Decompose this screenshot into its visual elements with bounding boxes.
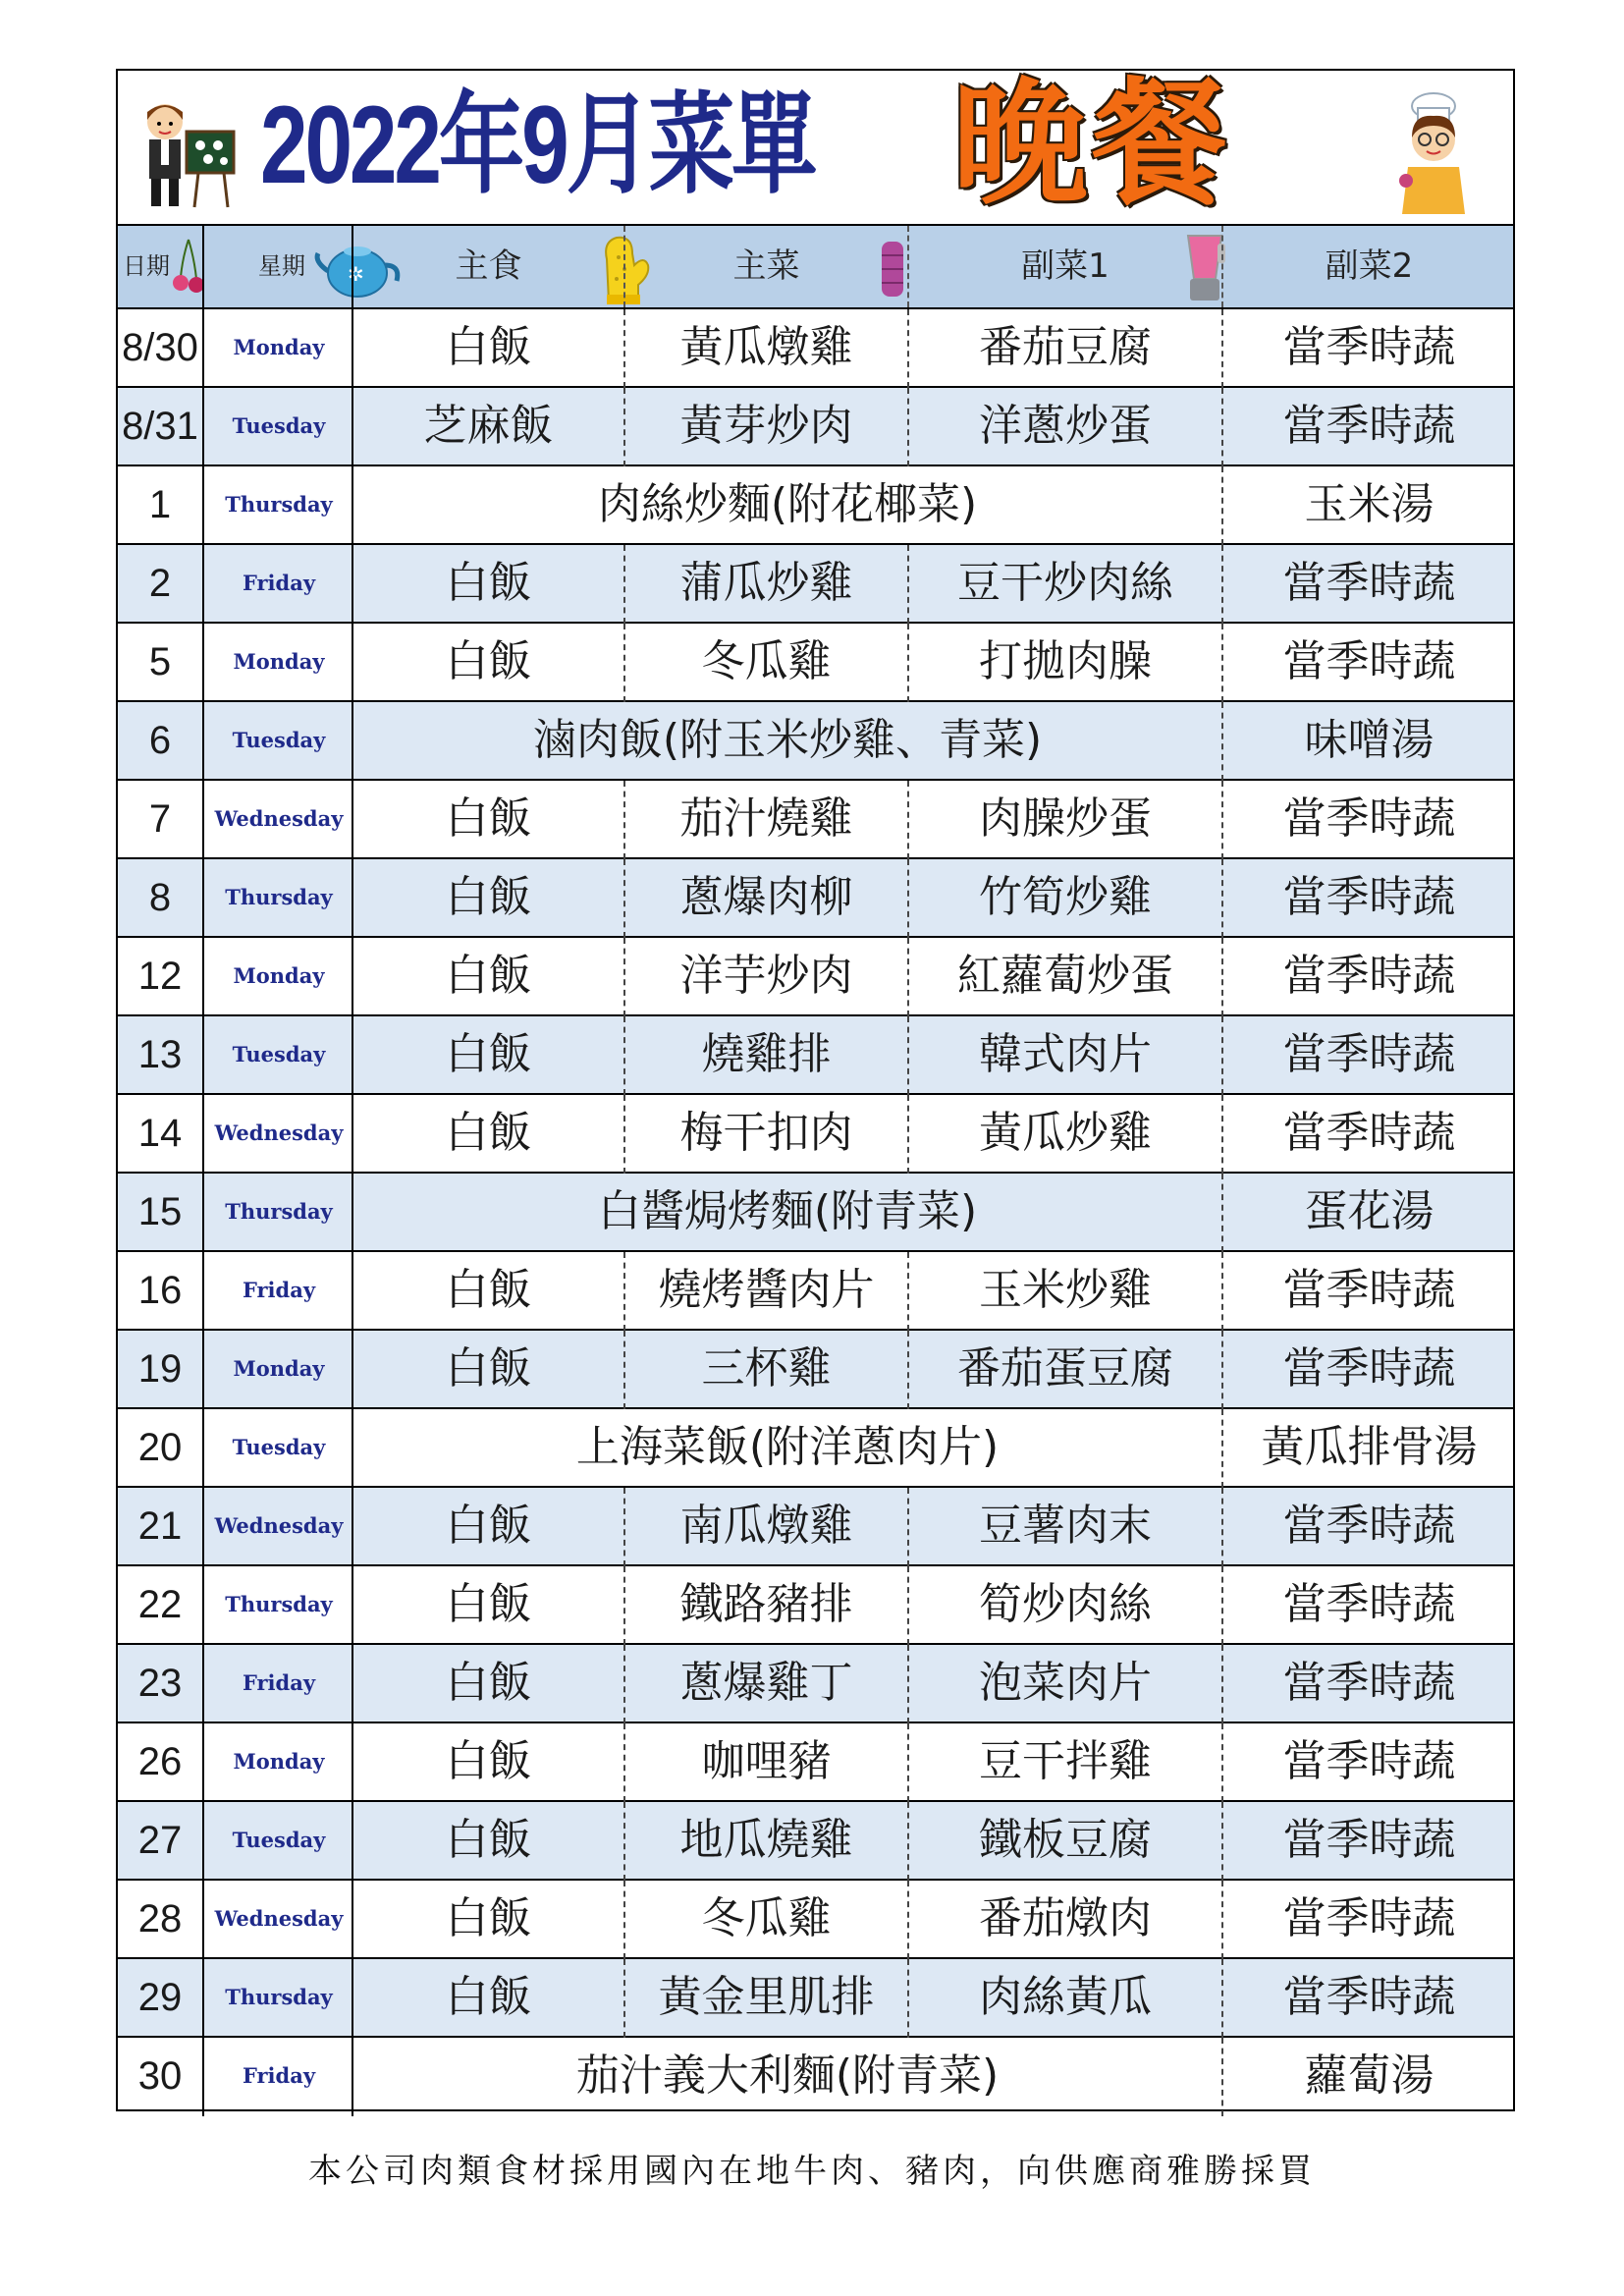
- row-day: Thursday: [225, 1199, 333, 1224]
- row-date: 20: [137, 1426, 183, 1469]
- table-row: [118, 1723, 1513, 1802]
- row-staple: 白飯: [445, 951, 532, 1001]
- table-row: [118, 702, 1513, 781]
- row-combo-meal: 上海菜飯(附洋蔥肉片): [575, 1422, 1000, 1472]
- row-side1: 豆干炒肉絲: [957, 558, 1173, 608]
- row-side2: 味噌湯: [1304, 715, 1435, 765]
- table-row: [118, 1645, 1513, 1723]
- row-date: 8: [148, 876, 172, 919]
- menu-frame: [116, 65, 1515, 2111]
- row-day: Friday: [242, 571, 316, 595]
- row-day: Thursday: [225, 1592, 333, 1616]
- row-staple: 白飯: [445, 1893, 532, 1943]
- row-day: Monday: [233, 1356, 325, 1381]
- row-staple: 白飯: [445, 1108, 532, 1158]
- footer-note: 本公司肉類食材採用國內在地牛肉、豬肉，向供應商雅勝採買: [308, 2152, 1316, 2191]
- row-staple: 白飯: [445, 793, 532, 844]
- row-side2: 當季時蔬: [1282, 1343, 1456, 1394]
- row-date: 21: [137, 1504, 183, 1548]
- row-day: Friday: [242, 2063, 316, 2088]
- row-main-dish: 黃瓜燉雞: [679, 322, 853, 372]
- row-side2: 玉米湯: [1304, 479, 1435, 529]
- row-side2: 當季時蔬: [1282, 1501, 1456, 1551]
- row-day: Tuesday: [232, 728, 326, 752]
- row-staple: 白飯: [445, 872, 532, 922]
- row-date: 16: [137, 1269, 183, 1312]
- row-main-dish: 咖哩豬: [701, 1736, 832, 1786]
- meal-title: 晚餐: [952, 65, 1232, 223]
- row-main-dish: 三杯雞: [701, 1343, 832, 1394]
- row-date: 23: [137, 1662, 183, 1705]
- row-side2: 當季時蔬: [1282, 1108, 1456, 1158]
- row-side2: 當季時蔬: [1282, 1736, 1456, 1786]
- row-side1: 番茄燉肉: [979, 1893, 1152, 1943]
- row-side1: 筍炒肉絲: [979, 1579, 1152, 1629]
- table-row: [118, 1881, 1513, 1959]
- table-row: [118, 388, 1513, 466]
- row-day: Friday: [242, 1278, 316, 1302]
- row-date: 5: [148, 640, 172, 683]
- row-side2: 當季時蔬: [1282, 951, 1456, 1001]
- row-day: Monday: [233, 335, 325, 359]
- row-side1: 豆干拌雞: [979, 1736, 1152, 1786]
- header-date: 日期: [123, 252, 170, 280]
- row-date: 30: [137, 2054, 183, 2098]
- row-staple: 白飯: [445, 1972, 532, 2022]
- row-main-dish: 洋芋炒肉: [679, 951, 853, 1001]
- page-title: 2022年9月菜單: [260, 83, 815, 206]
- table-row: [118, 1566, 1513, 1645]
- row-staple: 白飯: [445, 1658, 532, 1708]
- row-date: 26: [137, 1740, 183, 1783]
- row-side1: 肉臊炒蛋: [979, 793, 1152, 844]
- row-staple: 白飯: [445, 1736, 532, 1786]
- row-day: Thursday: [225, 1985, 333, 2009]
- row-staple: 白飯: [445, 1343, 532, 1394]
- row-main-dish: 冬瓜雞: [701, 636, 832, 686]
- row-side2: 當季時蔬: [1282, 636, 1456, 686]
- row-day: Wednesday: [214, 1513, 344, 1538]
- row-side1: 肉絲黃瓜: [979, 1972, 1152, 2022]
- row-day: Tuesday: [232, 1828, 326, 1852]
- row-staple: 白飯: [445, 1815, 532, 1865]
- svg-text:✲: ✲: [348, 262, 364, 286]
- row-day: Wednesday: [214, 1121, 344, 1145]
- row-date: 28: [137, 1897, 183, 1941]
- rolling-pin-icon: [876, 234, 909, 304]
- table-row: [118, 1409, 1513, 1488]
- row-day: Thursday: [225, 885, 333, 909]
- row-main-dish: 黃金里肌排: [658, 1972, 875, 2022]
- row-date: 27: [137, 1819, 183, 1862]
- row-day: Tuesday: [232, 413, 326, 438]
- row-side2: 蛋花湯: [1304, 1186, 1435, 1236]
- table-row: [118, 1174, 1513, 1252]
- header-side1: 副菜1: [1021, 246, 1110, 286]
- table-row: [118, 624, 1513, 702]
- row-side1: 泡菜肉片: [979, 1658, 1152, 1708]
- row-day: Monday: [233, 649, 325, 674]
- row-combo-meal: 滷肉飯(附玉米炒雞、青菜): [532, 715, 1043, 765]
- title-area: [118, 65, 1513, 226]
- row-main-dish: 茄汁燒雞: [679, 793, 853, 844]
- row-side2: 當季時蔬: [1282, 1579, 1456, 1629]
- row-side2: 當季時蔬: [1282, 322, 1456, 372]
- header-day: 星期: [258, 252, 305, 280]
- row-main-dish: 燒烤醬肉片: [658, 1265, 875, 1315]
- row-side2: 當季時蔬: [1282, 793, 1456, 844]
- table-row: [118, 466, 1513, 545]
- table-row: [118, 938, 1513, 1016]
- chef-clipart-icon: [1384, 90, 1483, 216]
- row-staple: 白飯: [445, 636, 532, 686]
- row-side2: 當季時蔬: [1282, 1815, 1456, 1865]
- header-side2: 副菜2: [1325, 246, 1414, 286]
- row-date: 22: [137, 1583, 183, 1626]
- row-day: Tuesday: [232, 1042, 326, 1066]
- header-main-dish: 主菜: [732, 246, 800, 286]
- row-day: Monday: [233, 963, 325, 988]
- row-main-dish: 燒雞排: [701, 1029, 832, 1079]
- row-side2: 當季時蔬: [1282, 1265, 1456, 1315]
- table-row: [118, 545, 1513, 624]
- table-row: [118, 309, 1513, 388]
- table-row: [118, 1095, 1513, 1174]
- row-main-dish: 地瓜燒雞: [679, 1815, 853, 1865]
- row-side1: 鐵板豆腐: [979, 1815, 1152, 1865]
- row-main-dish: 蒲瓜炒雞: [679, 558, 853, 608]
- row-staple: 白飯: [445, 1265, 532, 1315]
- row-date: 12: [137, 955, 183, 998]
- table-row: [118, 1016, 1513, 1095]
- row-date: 7: [148, 797, 172, 841]
- table-row: [118, 1959, 1513, 2038]
- row-date: 6: [148, 719, 172, 762]
- row-staple: 白飯: [445, 1029, 532, 1079]
- row-staple: 白飯: [445, 1579, 532, 1629]
- row-main-dish: 蔥爆雞丁: [679, 1658, 853, 1708]
- header-staple: 主食: [455, 246, 522, 286]
- row-date: 8/31: [122, 405, 198, 448]
- table-row: [118, 1488, 1513, 1566]
- row-side2: 當季時蔬: [1282, 1972, 1456, 2022]
- row-date: 19: [137, 1347, 183, 1391]
- row-side2: 當季時蔬: [1282, 401, 1456, 451]
- row-side2: 當季時蔬: [1282, 1893, 1456, 1943]
- row-day: Monday: [233, 1749, 325, 1774]
- row-side1: 打拋肉臊: [979, 636, 1152, 686]
- row-date: 8/30: [122, 326, 198, 369]
- table-row: [118, 859, 1513, 938]
- row-side2: 蘿蔔湯: [1304, 2050, 1435, 2101]
- table-row: [118, 1252, 1513, 1331]
- row-day: Wednesday: [214, 806, 344, 831]
- row-main-dish: 冬瓜雞: [701, 1893, 832, 1943]
- row-date: 14: [137, 1112, 183, 1155]
- row-side2: 當季時蔬: [1282, 1658, 1456, 1708]
- row-combo-meal: 白醬焗烤麵(附青菜): [597, 1186, 978, 1236]
- row-staple: 白飯: [445, 1501, 532, 1551]
- cherry-icon: [173, 238, 204, 297]
- row-main-dish: 南瓜燉雞: [679, 1501, 853, 1551]
- row-date: 13: [137, 1033, 183, 1076]
- row-side1: 番茄豆腐: [979, 322, 1152, 372]
- row-side1: 番茄蛋豆腐: [957, 1343, 1173, 1394]
- table-row: [118, 1802, 1513, 1881]
- row-side2: 當季時蔬: [1282, 558, 1456, 608]
- row-side2: 當季時蔬: [1282, 872, 1456, 922]
- row-date: 2: [148, 562, 172, 605]
- row-side1: 韓式肉片: [979, 1029, 1152, 1079]
- row-main-dish: 蔥爆肉柳: [679, 872, 853, 922]
- row-staple: 芝麻飯: [423, 401, 554, 451]
- table-row: [118, 781, 1513, 859]
- row-side1: 紅蘿蔔炒蛋: [957, 951, 1173, 1001]
- row-day: Wednesday: [214, 1906, 344, 1931]
- row-date: 15: [137, 1190, 183, 1233]
- table-row: [118, 1331, 1513, 1409]
- row-staple: 白飯: [445, 322, 532, 372]
- row-main-dish: 黃芽炒肉: [679, 401, 853, 451]
- row-staple: 白飯: [445, 558, 532, 608]
- row-side1: 玉米炒雞: [979, 1265, 1152, 1315]
- row-main-dish: 鐵路豬排: [679, 1579, 853, 1629]
- row-combo-meal: 肉絲炒麵(附花椰菜): [597, 479, 978, 529]
- row-side1: 竹筍炒雞: [979, 872, 1152, 922]
- row-side2: 黃瓜排骨湯: [1261, 1422, 1478, 1472]
- row-combo-meal: 茄汁義大利麵(附青菜): [575, 2050, 1000, 2101]
- row-side1: 豆薯肉末: [979, 1501, 1152, 1551]
- row-side1: 黃瓜炒雞: [979, 1108, 1152, 1158]
- row-side1: 洋蔥炒蛋: [979, 401, 1152, 451]
- row-date: 1: [148, 483, 172, 526]
- table-row: [118, 2038, 1513, 2116]
- teacher-clipart-icon: [139, 94, 238, 212]
- row-day: Friday: [242, 1670, 316, 1695]
- row-day: Tuesday: [232, 1435, 326, 1459]
- row-date: 29: [137, 1976, 183, 2019]
- row-side2: 當季時蔬: [1282, 1029, 1456, 1079]
- row-main-dish: 梅干扣肉: [679, 1108, 853, 1158]
- header-row: [118, 226, 1513, 309]
- row-day: Thursday: [225, 492, 333, 517]
